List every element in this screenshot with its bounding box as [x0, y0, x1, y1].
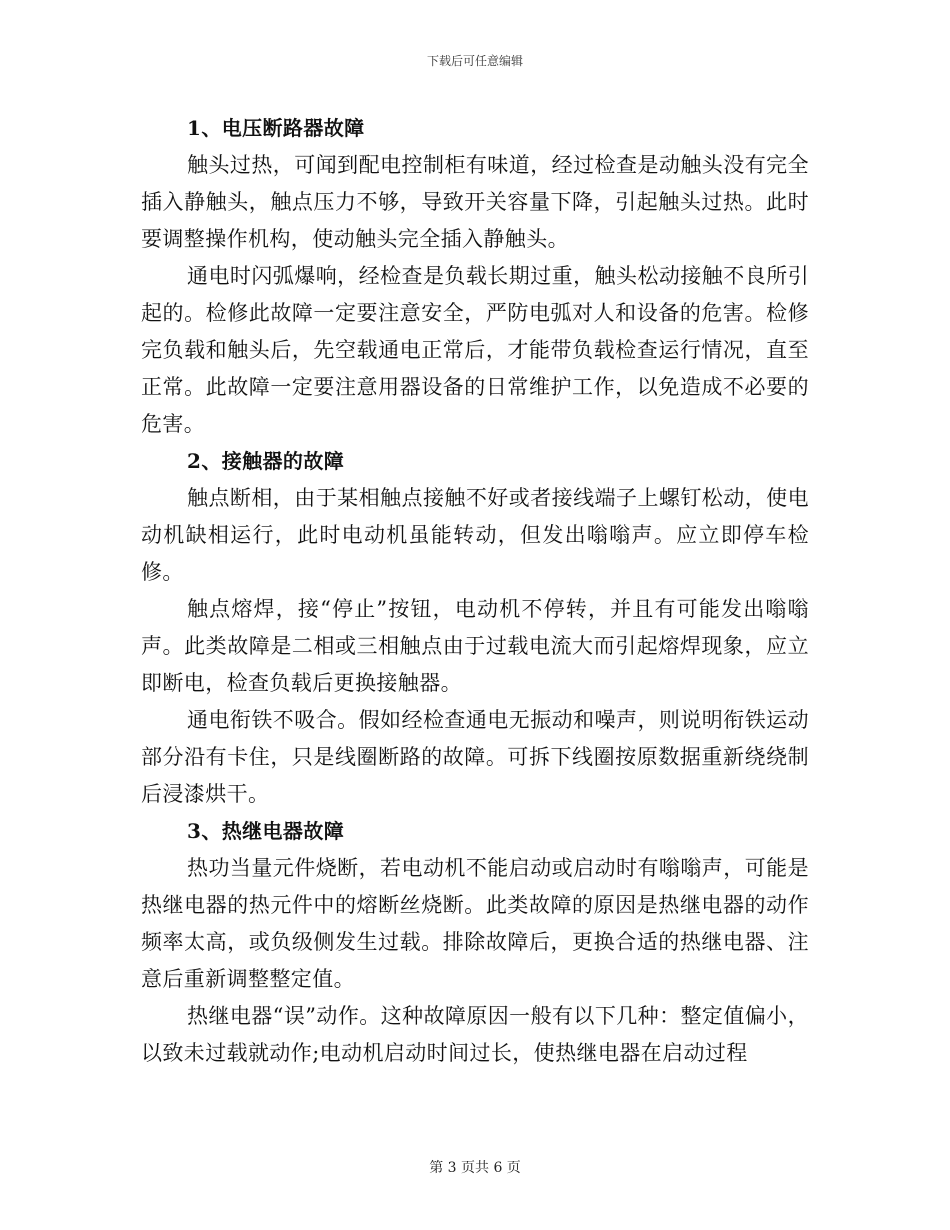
- section-heading: 2、接触器的故障: [187, 449, 345, 473]
- paragraph: 通电时闪弧爆响，经检查是负载长期过重，触头松动接触不良所引起的。检修此故障一定要注意安全，严防电弧对人和设备的危害。检修完负载和触头后，先空载通电正常后，才能带负载检查运行情况，直至正常。此故障一定要注意用器设备的日常维护工作，以免造成不必要的危害。: [141, 264, 809, 436]
- section-circuit-breaker-fault: [141, 110, 809, 443]
- paragraph: 热功当量元件烧断，若电动机不能启动或启动时有嗡嗡声，可能是热继电器的热元件中的熔断丝烧断。此类故障的原因是热继电器的动作频率太高，或负级侧发生过载。排除故障后，更换合适的热继电器、注意后重新调整整定值。: [141, 856, 809, 991]
- document-body: [141, 110, 809, 1072]
- paragraph: 热继电器“误”动作。这种故障原因一般有以下几种：整定值偏小，以致未过载就动作;电动机启动时间过长，使热继电器在启动过程: [141, 1004, 809, 1065]
- section-thermal-relay-fault: [141, 813, 809, 1072]
- paragraph: 触点熔焊，接“停止”按钮，电动机不停转，并且有可能发出嗡嗡声。此类故障是二相或三相触点由于过载电流大而引起熔焊现象，应立即断电，检查负载后更换接触器。: [141, 597, 809, 695]
- section-heading: 1、电压断路器故障: [187, 116, 365, 140]
- paragraph: 通电衔铁不吸合。假如经检查通电无振动和噪声，则说明衔铁运动部分沿有卡住，只是线圈断路的故障。可拆下线圈按原数据重新绕绕制后浸漆烘干。: [141, 708, 809, 806]
- section-contactor-fault: [141, 443, 809, 813]
- paragraph: 触头过热，可闻到配电控制柜有味道，经过检查是动触头没有完全插入静触头，触点压力不够，导致开关容量下降，引起触头过热。此时要调整操作机构，使动触头完全插入静触头。: [141, 153, 809, 251]
- page-header: 下载后可任意编辑: [426, 54, 523, 68]
- paragraph: 触点断相，由于某相触点接触不好或者接线端子上螺钉松动，使电动机缺相运行，此时电动机虽能转动，但发出嗡嗡声。应立即停车检修。: [141, 486, 809, 584]
- page-number: 第 3 页共 6 页: [429, 1160, 521, 1176]
- section-heading: 3、热继电器故障: [187, 819, 345, 843]
